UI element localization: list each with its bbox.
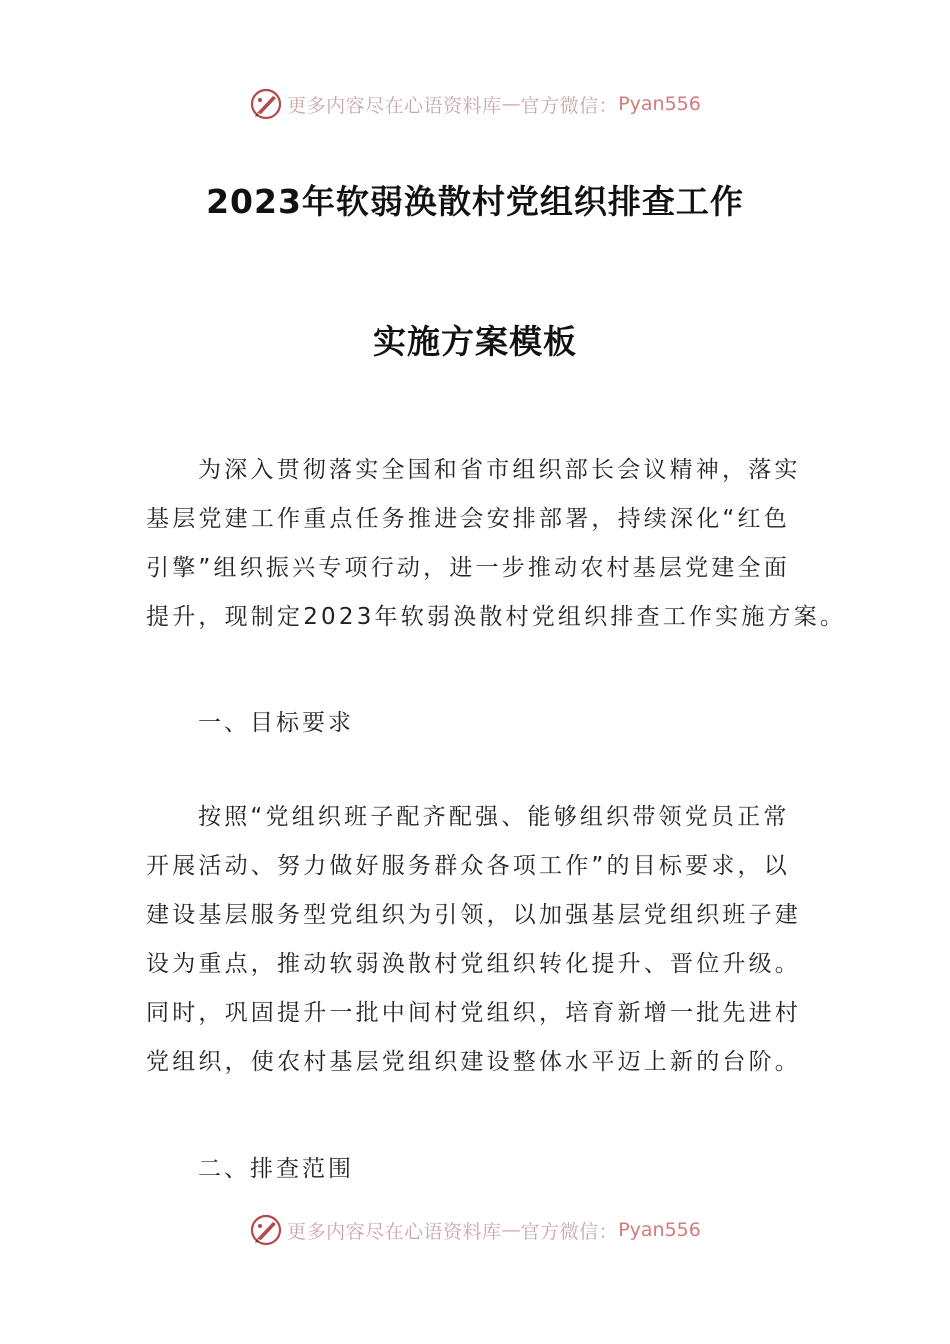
paragraph-line: 开展活动、努力做好服务群众各项工作”的目标要求，以: [146, 853, 790, 879]
banner-text: 更多内容尽在心语资料库: [287, 1220, 502, 1243]
section-heading-scope: 二、排查范围: [198, 1156, 354, 1182]
goals-paragraph: [146, 793, 806, 1087]
banner-separator: —: [501, 1219, 521, 1241]
paragraph-line: 党组织，使农村基层党组织建设整体水平迈上新的台阶。: [146, 1049, 801, 1075]
paragraph-line: 提升，现制定2023年软弱涣散村党组织排查工作实施方案。: [146, 604, 847, 630]
section-heading-goals: 一、目标要求: [198, 710, 354, 736]
footer-banner: [0, 1210, 950, 1250]
banner-account-label: 官方微信：: [520, 94, 619, 117]
paragraph-line: 按照“党组织班子配齐配强、能够组织带领党员正常: [198, 804, 790, 830]
document-title-line-1: 2023年软弱涣散村党组织排查工作: [206, 182, 744, 221]
paragraph-line: 建设基层服务型党组织为引领，以加强基层党组织班子建: [146, 902, 801, 928]
document-title-line-2: 实施方案模板: [373, 322, 577, 361]
banner-text: 更多内容尽在心语资料库: [287, 94, 502, 117]
quill-pen-logo-icon: [249, 87, 283, 121]
paragraph-line: 为深入贯彻落实全国和省市组织部长会议精神，落实: [198, 457, 801, 483]
banner-account-id: Pyan556: [618, 93, 701, 115]
paragraph-line: 基层党建工作重点任务推进会安排部署，持续深化“红色: [146, 506, 790, 532]
paragraph-line: 同时，巩固提升一批中间村党组织，培育新增一批先进村: [146, 1000, 801, 1026]
intro-paragraph: [146, 446, 847, 642]
header-banner: [0, 84, 950, 124]
paragraph-line: 设为重点，推动软弱涣散村党组织转化提升、晋位升级。: [146, 951, 801, 977]
banner-account-id: Pyan556: [618, 1219, 701, 1241]
banner-separator: —: [501, 93, 521, 115]
quill-pen-logo-icon: [249, 1213, 283, 1247]
banner-account-label: 官方微信：: [520, 1220, 619, 1243]
paragraph-line: 引擎”组织振兴专项行动，进一步推动农村基层党建全面: [146, 555, 790, 581]
